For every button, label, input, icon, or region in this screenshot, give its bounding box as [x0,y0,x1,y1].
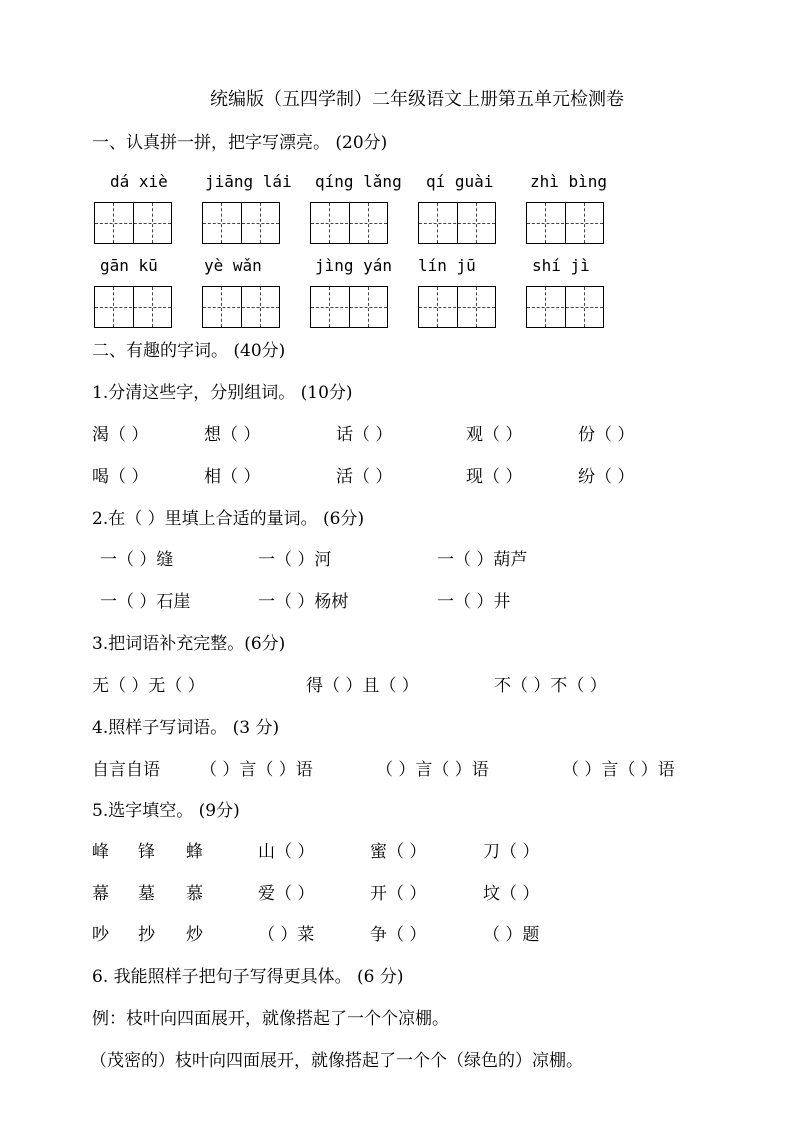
writing-grid[interactable] [202,202,280,244]
q6-label: 6. 我能照样子把句子写得更具体。 (6 分) [92,967,404,987]
q4-item[interactable]: （ ）言（ ）语 [200,760,313,780]
q2-item[interactable]: 一（ ）葫芦 [437,550,528,570]
pinyin-5: zhì bìng [530,172,608,191]
q1-item[interactable]: 喝（ ） [92,467,149,487]
section2-heading: 二、有趣的字词。 (40分) [92,341,286,361]
pinyin-7: yè wǎn [204,256,262,275]
writing-grid[interactable] [526,286,604,328]
writing-grid[interactable] [310,202,388,244]
q3-item[interactable]: 无（ ）无（ ） [92,676,205,696]
writing-grid[interactable] [202,286,280,328]
q2-item[interactable]: 一（ ）杨树 [258,592,349,612]
pinyin-1: dá xiè [110,172,168,191]
q1-item[interactable]: 纷（ ） [578,467,635,487]
q5-char: 吵 [92,925,109,945]
q5-blank[interactable]: （ ）菜 [258,925,315,945]
q1-item[interactable]: 活（ ） [336,467,393,487]
q6-answer: （茂密的）枝叶向四面展开，就像搭起了一个个（绿色的）凉棚。 [90,1051,583,1071]
pinyin-6: gān kū [100,256,158,275]
pinyin-10: shí jì [532,256,590,275]
q5-blank[interactable]: 刀（ ） [483,842,540,862]
q5-label: 5.选字填空。 (9分) [92,801,240,821]
q4-label: 4.照样子写词语。 (3 分) [92,718,280,738]
writing-grid[interactable] [310,286,388,328]
q3-item[interactable]: 得（ ）且（ ） [306,676,419,696]
q5-char: 峰 [92,842,109,862]
q5-char: 蜂 [186,842,203,862]
writing-grid[interactable] [94,202,172,244]
q1-item[interactable]: 份（ ） [578,425,635,445]
q4-example: 自言自语 [92,760,160,780]
q5-char: 慕 [186,884,203,904]
writing-grid[interactable] [94,286,172,328]
q3-item[interactable]: 不（ ）不（ ） [494,676,607,696]
pinyin-4: qí guài [426,172,494,191]
section1-heading: 一、认真拼一拼，把字写漂亮。 (20分) [92,133,388,153]
q1-item[interactable]: 现（ ） [466,467,523,487]
q5-blank[interactable]: 开（ ） [370,884,427,904]
q1-item[interactable]: 想（ ） [204,425,261,445]
q5-char: 锋 [138,842,155,862]
q1-label: 1.分清这些字，分别组词。 (10分) [92,383,353,403]
q4-item[interactable]: （ ）言（ ）语 [562,760,675,780]
pinyin-9: lín jū [418,256,476,275]
q5-char: 墓 [138,884,155,904]
q2-item[interactable]: 一（ ）河 [258,550,332,570]
q1-item[interactable]: 渴（ ） [92,425,149,445]
q2-item[interactable]: 一（ ）井 [437,592,511,612]
pinyin-3: qíng lǎng [315,172,402,191]
q5-blank[interactable]: 爱（ ） [258,884,315,904]
q6-example: 例：枝叶向四面展开，就像搭起了一个个凉棚。 [92,1009,449,1029]
q5-char: 炒 [186,925,203,945]
q3-label: 3.把词语补充完整。(6分) [92,634,286,654]
page-title: 统编版（五四学制）二年级语文上册第五单元检测卷 [210,89,624,110]
q2-item[interactable]: 一（ ）石崖 [100,592,191,612]
q5-char: 幕 [92,884,109,904]
writing-grid[interactable] [418,202,496,244]
q1-item[interactable]: 相（ ） [204,467,261,487]
q5-blank[interactable]: 坟（ ） [483,884,540,904]
writing-grid[interactable] [526,202,604,244]
q1-item[interactable]: 观（ ） [466,425,523,445]
q5-blank[interactable]: （ ）题 [483,925,540,945]
pinyin-8: jìng yán [315,256,393,275]
q4-item[interactable]: （ ）言（ ）语 [376,760,489,780]
writing-grid[interactable] [418,286,496,328]
q5-blank[interactable]: 蜜（ ） [370,842,427,862]
q5-blank[interactable]: 山（ ） [258,842,315,862]
q1-item[interactable]: 话（ ） [336,425,393,445]
q5-char: 抄 [138,925,155,945]
q5-blank[interactable]: 争（ ） [370,925,427,945]
q2-item[interactable]: 一（ ）缝 [100,550,174,570]
pinyin-2: jiāng lái [205,172,292,191]
q2-label: 2.在（ ）里填上合适的量词。 (6分) [92,509,365,529]
